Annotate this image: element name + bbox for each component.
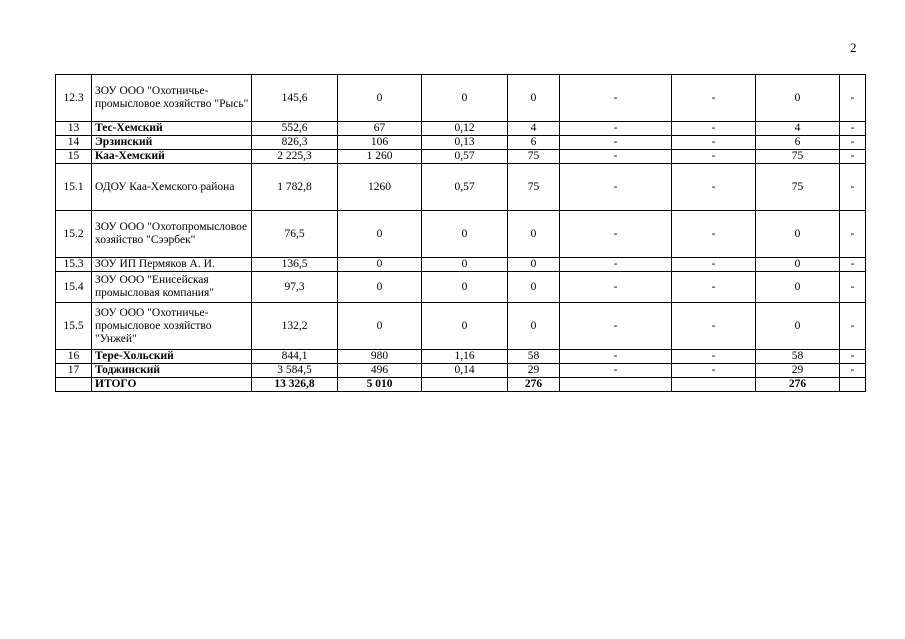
limit-cell: 75 xyxy=(756,150,840,164)
hunting-quota-table xyxy=(55,74,866,392)
count-cell: 0 xyxy=(338,258,422,272)
row-number-cell: 15.1 xyxy=(56,164,92,211)
dash-cell: - xyxy=(840,122,866,136)
count-cell: 980 xyxy=(338,350,422,364)
dash-cell: - xyxy=(672,272,756,303)
row-number-cell: 13 xyxy=(56,122,92,136)
density-cell: 0,13 xyxy=(422,136,508,150)
district-name-cell: ОДОУ Каа-Хемского района xyxy=(92,164,252,211)
row-number-cell: 15.5 xyxy=(56,303,92,350)
district-name-cell: Каа-Хемский xyxy=(92,150,252,164)
quota-cell: 0 xyxy=(508,272,560,303)
area-cell: 2 225,3 xyxy=(252,150,338,164)
density-cell: 0 xyxy=(422,211,508,258)
row-number-cell xyxy=(56,378,92,392)
quota-cell: 75 xyxy=(508,150,560,164)
area-cell: 76,5 xyxy=(252,211,338,258)
area-cell: 844,1 xyxy=(252,350,338,364)
table-row xyxy=(56,150,866,164)
limit-cell: 0 xyxy=(756,75,840,122)
quota-cell: 0 xyxy=(508,211,560,258)
limit-cell: 58 xyxy=(756,350,840,364)
table-row xyxy=(56,122,866,136)
district-name-cell: ЗОУ ООО "Охотопромысловое хозяйство "Сээрбек" xyxy=(92,211,252,258)
district-name-cell: Тоджинский xyxy=(92,364,252,378)
row-number-cell: 15 xyxy=(56,150,92,164)
quota-cell: 75 xyxy=(508,164,560,211)
density-cell: 1,16 xyxy=(422,350,508,364)
row-number-cell: 15.4 xyxy=(56,272,92,303)
area-cell: 97,3 xyxy=(252,272,338,303)
area-cell: 13 326,8 xyxy=(252,378,338,392)
dash-cell: - xyxy=(840,150,866,164)
table-row xyxy=(56,164,866,211)
density-cell: 0 xyxy=(422,258,508,272)
dash-cell: - xyxy=(560,164,672,211)
density-cell: 0,57 xyxy=(422,150,508,164)
area-cell: 3 584,5 xyxy=(252,364,338,378)
dash-cell: - xyxy=(840,258,866,272)
row-number-cell: 14 xyxy=(56,136,92,150)
dash-cell: - xyxy=(840,303,866,350)
density-cell: 0,57 xyxy=(422,164,508,211)
district-name-cell: Тере-Хольский xyxy=(92,350,252,364)
count-cell: 0 xyxy=(338,303,422,350)
quota-cell: 276 xyxy=(508,378,560,392)
dash-cell: - xyxy=(672,303,756,350)
dash-cell: - xyxy=(672,364,756,378)
dash-cell: - xyxy=(560,272,672,303)
table-row xyxy=(56,211,866,258)
quota-cell: 0 xyxy=(508,258,560,272)
dash-cell: - xyxy=(840,272,866,303)
table-row xyxy=(56,364,866,378)
area-cell: 552,6 xyxy=(252,122,338,136)
table-row xyxy=(56,303,866,350)
dash-cell: - xyxy=(560,303,672,350)
limit-cell: 75 xyxy=(756,164,840,211)
dash-cell: - xyxy=(840,136,866,150)
dash-cell: - xyxy=(672,350,756,364)
district-name-cell: ИТОГО xyxy=(92,378,252,392)
density-cell: 0,14 xyxy=(422,364,508,378)
row-number-cell: 15.3 xyxy=(56,258,92,272)
dash-cell: - xyxy=(560,122,672,136)
limit-cell: 276 xyxy=(756,378,840,392)
count-cell: 106 xyxy=(338,136,422,150)
district-name-cell: ЗОУ ООО "Охотничье-промысловое хозяйство "Рысь" xyxy=(92,75,252,122)
dash-cell: - xyxy=(672,258,756,272)
table-row xyxy=(56,258,866,272)
dash-cell xyxy=(672,378,756,392)
dash-cell: - xyxy=(560,364,672,378)
district-name-cell: ЗОУ ИП Пермяков А. И. xyxy=(92,258,252,272)
count-cell: 1 260 xyxy=(338,150,422,164)
row-number-cell: 12.3 xyxy=(56,75,92,122)
page-number: 2 xyxy=(850,40,857,55)
dash-cell: - xyxy=(672,150,756,164)
dash-cell: - xyxy=(672,211,756,258)
dash-cell: - xyxy=(560,136,672,150)
dash-cell: - xyxy=(840,164,866,211)
count-cell: 1260 xyxy=(338,164,422,211)
dash-cell: - xyxy=(840,364,866,378)
dash-cell xyxy=(840,378,866,392)
row-number-cell: 17 xyxy=(56,364,92,378)
district-name-cell: ЗОУ ООО "Охотничье-промысловое хозяйство "Унжей" xyxy=(92,303,252,350)
quota-cell: 0 xyxy=(508,75,560,122)
area-cell: 136,5 xyxy=(252,258,338,272)
dash-cell: - xyxy=(560,350,672,364)
row-number-cell: 15.2 xyxy=(56,211,92,258)
table-row xyxy=(56,272,866,303)
table-row xyxy=(56,75,866,122)
limit-cell: 0 xyxy=(756,258,840,272)
dash-cell: - xyxy=(560,150,672,164)
dash-cell: - xyxy=(840,211,866,258)
density-cell: 0 xyxy=(422,75,508,122)
limit-cell: 0 xyxy=(756,272,840,303)
dash-cell: - xyxy=(672,75,756,122)
limit-cell: 0 xyxy=(756,303,840,350)
dash-cell: - xyxy=(840,75,866,122)
dash-cell: - xyxy=(560,211,672,258)
area-cell: 132,2 xyxy=(252,303,338,350)
count-cell: 67 xyxy=(338,122,422,136)
density-cell: 0,12 xyxy=(422,122,508,136)
dash-cell: - xyxy=(672,136,756,150)
total-row xyxy=(56,378,866,392)
density-cell xyxy=(422,378,508,392)
limit-cell: 4 xyxy=(756,122,840,136)
quota-cell: 6 xyxy=(508,136,560,150)
quota-cell: 0 xyxy=(508,303,560,350)
area-cell: 826,3 xyxy=(252,136,338,150)
dash-cell: - xyxy=(560,75,672,122)
dash-cell: - xyxy=(560,258,672,272)
area-cell: 145,6 xyxy=(252,75,338,122)
count-cell: 0 xyxy=(338,272,422,303)
area-cell: 1 782,8 xyxy=(252,164,338,211)
count-cell: 0 xyxy=(338,75,422,122)
district-name-cell: ЗОУ ООО "Енисейская промысловая компания" xyxy=(92,272,252,303)
table-row xyxy=(56,136,866,150)
quota-cell: 58 xyxy=(508,350,560,364)
district-name-cell: Эрзинский xyxy=(92,136,252,150)
dash-cell: - xyxy=(672,164,756,211)
quota-cell: 29 xyxy=(508,364,560,378)
limit-cell: 0 xyxy=(756,211,840,258)
quota-cell: 4 xyxy=(508,122,560,136)
limit-cell: 6 xyxy=(756,136,840,150)
district-name-cell: Тес-Хемский xyxy=(92,122,252,136)
dash-cell: - xyxy=(672,122,756,136)
row-number-cell: 16 xyxy=(56,350,92,364)
count-cell: 5 010 xyxy=(338,378,422,392)
count-cell: 0 xyxy=(338,211,422,258)
table-body xyxy=(56,75,866,392)
limit-cell: 29 xyxy=(756,364,840,378)
dash-cell xyxy=(560,378,672,392)
table-row xyxy=(56,350,866,364)
dash-cell: - xyxy=(840,350,866,364)
density-cell: 0 xyxy=(422,303,508,350)
count-cell: 496 xyxy=(338,364,422,378)
density-cell: 0 xyxy=(422,272,508,303)
